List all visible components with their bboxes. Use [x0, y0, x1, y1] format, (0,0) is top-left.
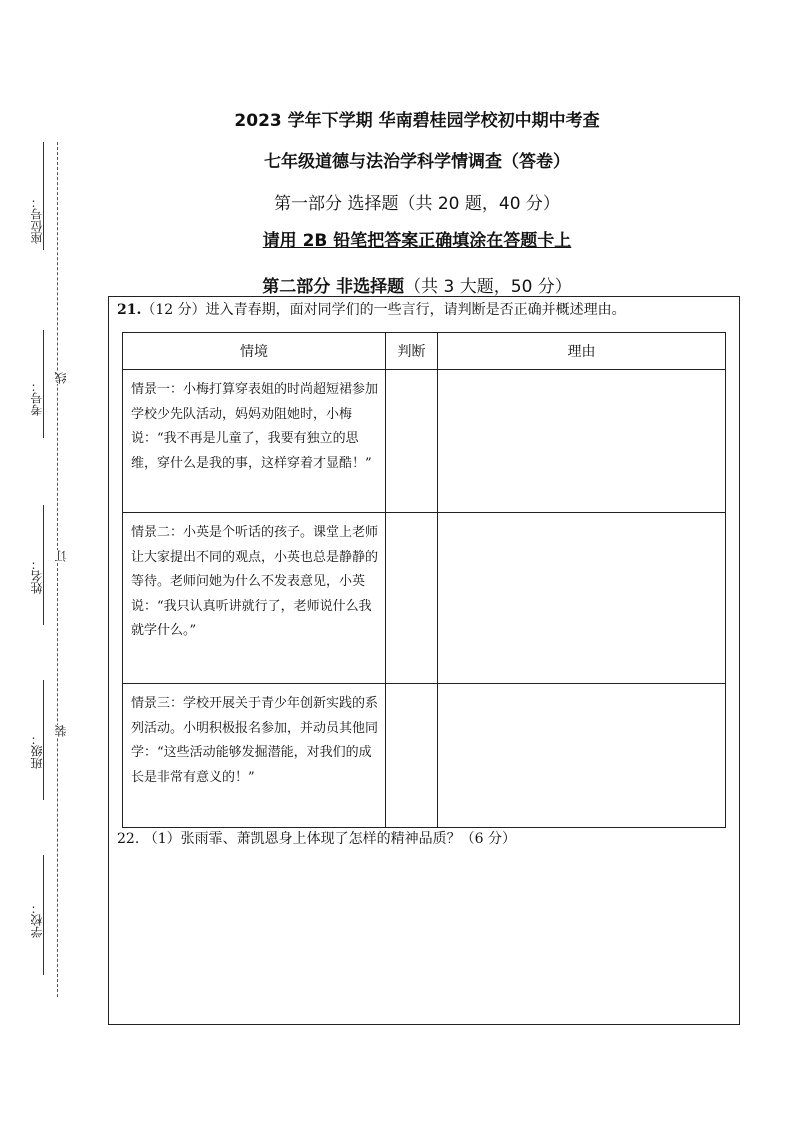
table-row: [123, 513, 726, 684]
part2-heading: [0, 272, 794, 297]
table-row: [123, 684, 726, 828]
cut-mark-xian: 线: [54, 372, 68, 384]
question-21: [117, 299, 626, 319]
table-row: [123, 370, 726, 513]
header-scenario: 情境: [123, 333, 386, 370]
q21-answer-table: [122, 332, 726, 828]
cut-mark-ding: 订: [54, 550, 68, 562]
reason-2-cell[interactable]: [438, 513, 726, 684]
exam-no-label: 考号：: [30, 380, 44, 416]
table-header-row: [123, 333, 726, 370]
scenario-3-text: 情景三：学校开展关于青少年创新实践的系列活动。小明积极报名参加，并动员其他同学：“这些活动能够发掘潜能，对我们的成长是非常有意义的！”: [123, 684, 386, 828]
part1-heading: 第一部分 选择题（共 20 题，40 分）: [274, 194, 560, 214]
part2-score: （共 3 大题，50 分）: [404, 277, 572, 297]
reason-1-cell[interactable]: [438, 370, 726, 513]
answer-instruction: [0, 226, 794, 251]
exam-subtitle: 七年级道德与法治学科学情调查（答卷）: [264, 152, 570, 172]
part2-title: 第二部分 非选择题: [262, 277, 405, 297]
reason-3-cell[interactable]: [438, 684, 726, 828]
judgment-2-cell[interactable]: [386, 513, 438, 684]
cut-mark-zhuang: 装: [54, 725, 68, 737]
class-label: 班级：: [30, 733, 44, 769]
exam-title: 2023 学年下学期 华南碧桂园学校初中期中考查: [234, 111, 600, 131]
school-label: 学校：: [30, 902, 44, 938]
scenario-1-text: 情景一：小梅打算穿表姐的时尚超短裙参加学校少先队活动，妈妈劝阻她时，小梅说：“我不再是儿童了，我要有独立的思维，穿什么是我的事，这样穿着才显酷！”: [123, 370, 386, 513]
instruction-text: 请用 2B 铅笔把答案正确填涂在答题卡上: [262, 231, 572, 251]
judgment-3-cell[interactable]: [386, 684, 438, 828]
scenario-2-text: 情景二：小英是个听话的孩子。课堂上老师让大家提出不同的观点，小英也总是静静的等待。老师问她为什么不发表意见，小英说：“我只认真听讲就行了，老师说什么我就学什么。”: [123, 513, 386, 684]
header-reason: 理由: [438, 333, 726, 370]
q21-number: 21.: [117, 302, 142, 318]
judgment-1-cell[interactable]: [386, 370, 438, 513]
name-label: 姓名：: [30, 558, 44, 594]
q21-prompt: （12 分）进入青春期，面对同学们的一些言行，请判断是否正确并概述理由。: [141, 302, 626, 318]
binding-dashed-line: [57, 142, 58, 997]
seat-label: 座位号：: [30, 196, 44, 244]
header-judgment: 判断: [386, 333, 438, 370]
question-22: 22. （1）张雨霏、萧凯恩身上体现了怎样的精神品质？（6 分）: [117, 831, 516, 847]
